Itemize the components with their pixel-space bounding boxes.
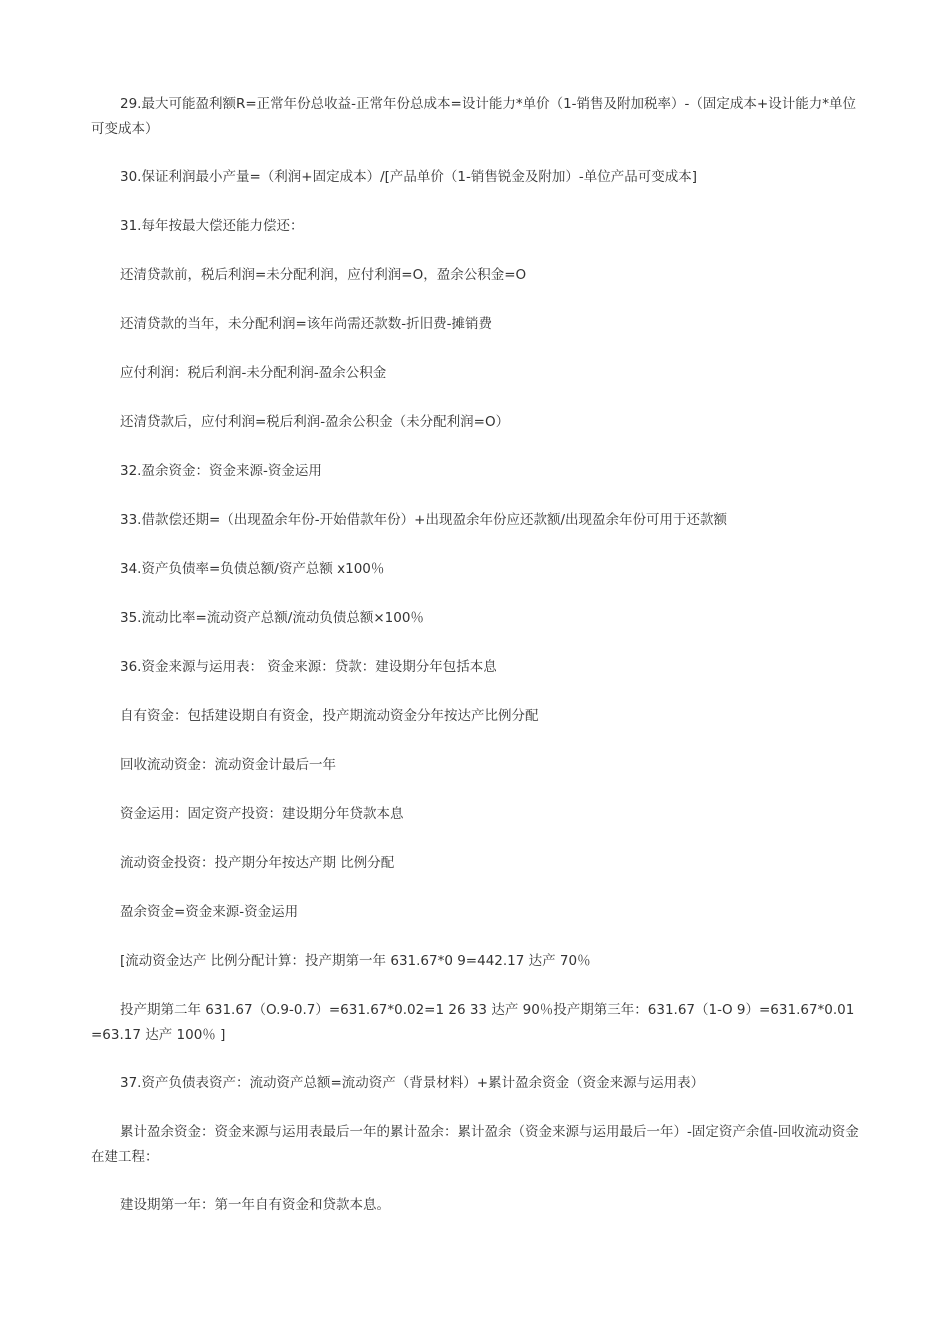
paragraph-31-a: 还清贷款前，税后利润=未分配利润，应付利润=O，盈余公积金=O <box>120 267 527 283</box>
paragraph-31-d: 还清贷款后，应付利润=税后利润-盈余公积金（未分配利润=O） <box>120 414 510 430</box>
paragraph-33: 33.借款偿还期=（出现盈余年份-开始借款年份）+出现盈余年份应还款额/出现盈余年份可用于还款额 <box>120 512 728 528</box>
paragraph-36-c: 资金运用：固定资产投资：建设期分年贷款本息 <box>120 806 404 822</box>
paragraph-36-b: 回收流动资金：流动资金计最后一年 <box>120 757 336 773</box>
paragraph-35: 35.流动比率=流动资产总额/流动负债总额×100％ <box>120 610 424 626</box>
paragraph-31: 31.每年按最大偿还能力偿还： <box>120 218 304 234</box>
paragraph-36-d: 流动资金投资：投产期分年按达产期 比例分配 <box>120 855 395 871</box>
paragraph-31-b: 还清贷款的当年，未分配利润=该年尚需还款数-折旧费-摊销费 <box>120 316 493 332</box>
paragraph-36-a: 自有资金：包括建设期自有资金，投产期流动资金分年按达产比例分配 <box>120 708 539 724</box>
paragraph-37: 37.资产负债表资产：流动资产总额=流动资产（背景材料）+累计盈余资金（资金来源与运用表） <box>120 1075 705 1091</box>
paragraph-36-g: 投产期第二年 631.67（O.9-0.7）=631.67*0.02=1 26 33 达产 90％投产期第三年：631.67（1-O 9）=631.67*0.01=63.17 达产 100％ ] <box>91 1002 855 1043</box>
paragraph-30: 30.保证利润最小产量=（利润+固定成本）/[产品单价（1-销售锐金及附加）-单位产品可变成本] <box>120 169 698 185</box>
paragraph-32: 32.盈余资金：资金来源-资金运用 <box>120 463 322 479</box>
paragraph-36: 36.资金来源与运用表： 资金来源：贷款：建设期分年包括本息 <box>120 659 497 675</box>
paragraph-37-a: 累计盈余资金：资金来源与运用表最后一年的累计盈余：累计盈余（资金来源与运用最后一年）-固定资产余值-回收流动资金在建工程： <box>91 1124 859 1165</box>
paragraph-36-f: [流动资金达产 比例分配计算：投产期第一年 631.67*0 9=442.17 达产 70％ <box>120 953 591 969</box>
paragraph-36-e: 盈余资金=资金来源-资金运用 <box>120 904 299 920</box>
paragraph-29: 29.最大可能盈利额R=正常年份总收益-正常年份总成本=设计能力*单价（1-销售及附加税率）-（固定成本+设计能力*单位可变成本） <box>91 96 856 137</box>
paragraph-31-c: 应付利润：税后利润-未分配利润-盈余公积金 <box>120 365 387 381</box>
paragraph-37-b: 建设期第一年：第一年自有资金和贷款本息。 <box>120 1197 390 1213</box>
paragraph-34: 34.资产负债率=负债总额/资产总额 x100％ <box>120 561 385 577</box>
